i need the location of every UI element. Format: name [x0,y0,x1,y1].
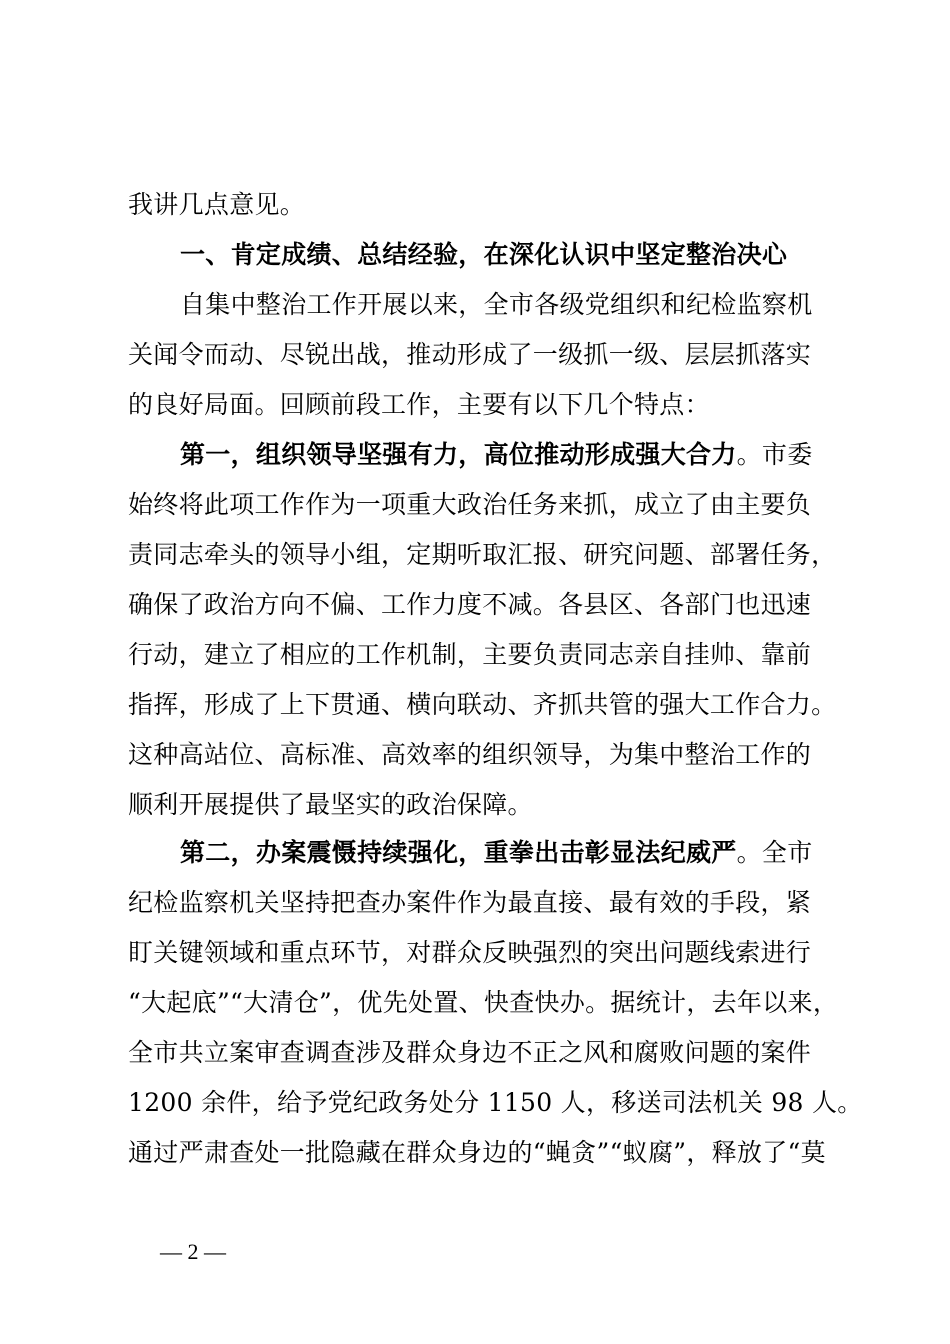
paragraph-line: 全市共立案审查调查涉及群众身边不正之风和腐败问题的案件 [128,1038,812,1067]
paragraph-line: 1200 余件，给予党纪政务处分 1150 人，移送司法机关 98 人。 [128,1088,863,1117]
paragraph-line: 顺利开展提供了最坚实的政治保障。 [128,790,533,819]
paragraph-line: 行动，建立了相应的工作机制，主要负责同志亲自挂帅、靠前 [128,640,812,669]
point-one-lead-line [180,440,900,470]
paragraph-line: 自集中整治工作开展以来，全市各级党组织和纪检监察机 [180,290,813,319]
paragraph-line: 指挥，形成了上下贯通、横向联动、齐抓共管的强大工作合力。 [128,690,837,719]
page-number: — 2 — [160,1239,226,1264]
paragraph-line: “大起底”“大清仓”，优先处置、快查快办。据统计，去年以来， [128,988,839,1017]
point-one-lead-rest: 。市委 [736,440,813,469]
point-two-lead-rest: 。全市 [736,838,813,867]
point-two-heading: 第二，办案震慑持续强化，重拳出击彰显法纪威严 [180,838,737,867]
paragraph-line: 始终将此项工作作为一项重大政治任务来抓，成立了由主要负 [128,490,812,519]
opening-line: 我讲几点意见。 [128,190,306,219]
paragraph-line: 通过严肃查处一批隐藏在群众身边的“蝇贪”“蚁腐”，释放了“莫 [128,1138,826,1167]
paragraph-line: 责同志牵头的领导小组，定期听取汇报、研究问题、部署任务， [128,540,837,569]
paragraph-line: 这种高站位、高标准、高效率的组织领导，为集中整治工作的 [128,740,812,769]
section-heading: 一、肯定成绩、总结经验，在深化认识中坚定整治决心 [180,240,788,269]
paragraph-line: 关闻令而动、尽锐出战，推动形成了一级抓一级、层层抓落实 [128,340,812,369]
paragraph-line: 的良好局面。回顾前段工作，主要有以下几个特点： [128,390,710,419]
paragraph-line: 盯关键领域和重点环节，对群众反映强烈的突出问题线索进行 [128,938,812,967]
paragraph-line: 确保了政治方向不偏、工作力度不减。各县区、各部门也迅速 [128,590,812,619]
paragraph-line: 纪检监察机关坚持把查办案件作为最直接、最有效的手段，紧 [128,888,812,917]
point-one-heading: 第一，组织领导坚强有力，高位推动形成强大合力 [180,440,737,469]
point-two-lead-line [180,838,900,868]
